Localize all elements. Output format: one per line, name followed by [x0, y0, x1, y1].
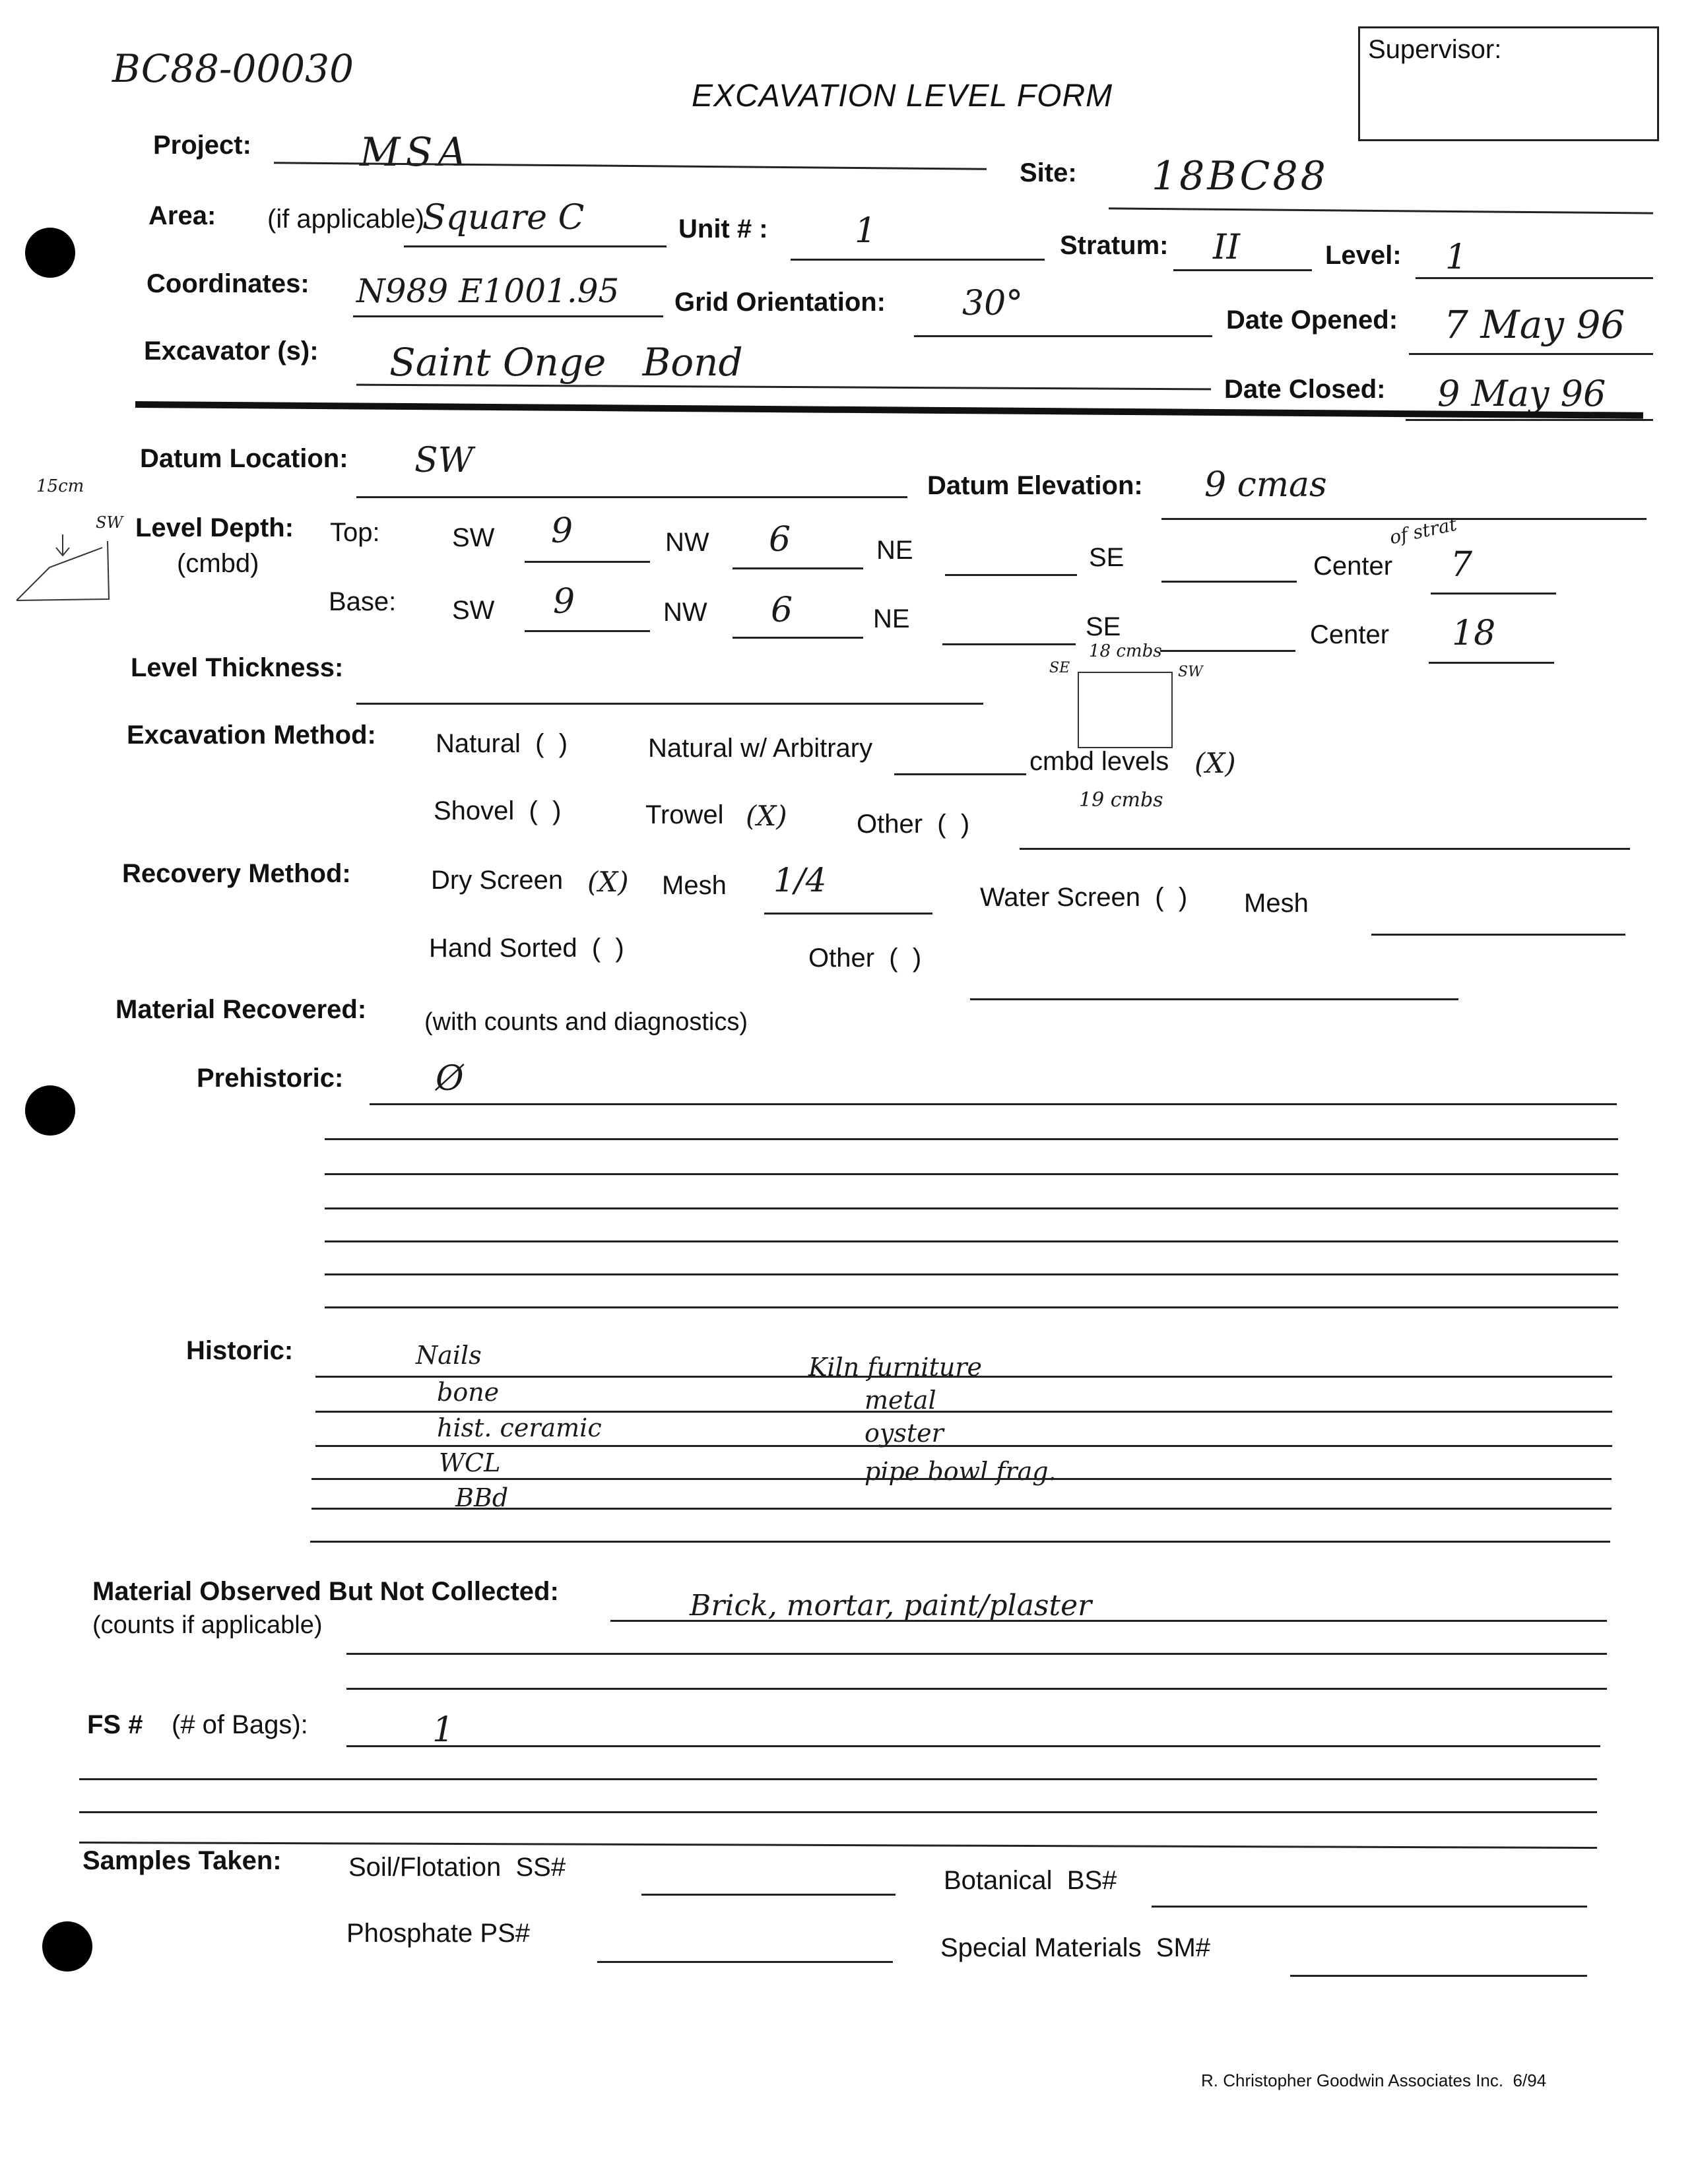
- samples-special-label: Special Materials SM#: [940, 1933, 1211, 1962]
- level-depth-label: Level Depth:: [135, 513, 294, 542]
- historic-right-item[interactable]: metal: [864, 1386, 936, 1415]
- base-ne-label: NE: [873, 604, 910, 633]
- historic-line-3: [315, 1445, 1612, 1447]
- top-sw-line: [525, 561, 650, 563]
- sketch-box: [1078, 672, 1173, 748]
- level-thickness-label: Level Thickness:: [131, 653, 344, 682]
- recovery-other-option[interactable]: Other ( ): [808, 944, 922, 973]
- excavation-natural-option[interactable]: Natural ( ): [436, 729, 568, 758]
- fs-line-4: [79, 1842, 1597, 1849]
- date-closed-line: [1406, 419, 1653, 421]
- level-thickness-line: [356, 703, 983, 705]
- material-observed-line-1: [610, 1620, 1607, 1622]
- recovery-dry-screen-option[interactable]: Dry Screen: [431, 866, 564, 895]
- historic-line-6: [310, 1541, 1610, 1543]
- base-sw-label: SW: [452, 596, 495, 625]
- level-depth-unit: (cmbd): [177, 549, 259, 578]
- punch-hole-bottom: [42, 1921, 92, 1972]
- material-observed-line-3: [346, 1688, 1607, 1690]
- datum-elevation-line: [1161, 518, 1647, 520]
- grid-orientation-label: Grid Orientation:: [674, 288, 886, 317]
- historic-line-4: [311, 1478, 1612, 1480]
- base-se-label: SE: [1086, 612, 1121, 641]
- recovery-water-screen-option[interactable]: Water Screen ( ): [980, 883, 1188, 912]
- prehistoric-line-2: [325, 1138, 1618, 1140]
- site-value[interactable]: 18BC88: [1152, 153, 1328, 199]
- top-center-value[interactable]: 7: [1451, 545, 1473, 585]
- prehistoric-line-5: [325, 1240, 1618, 1242]
- punch-hole-top: [25, 228, 75, 278]
- top-ne-line: [945, 574, 1077, 576]
- historic-right-item[interactable]: pipe bowl frag.: [864, 1457, 1057, 1486]
- footer-credit: R. Christopher Goodwin Associates Inc. 6/94: [1201, 2071, 1547, 2090]
- site-label: Site:: [1020, 158, 1077, 187]
- historic-left-item[interactable]: BBd: [455, 1483, 509, 1512]
- historic-right-item[interactable]: oyster: [864, 1419, 944, 1448]
- punch-hole-middle: [25, 1085, 75, 1136]
- samples-botanical-line[interactable]: [1152, 1906, 1587, 1908]
- excavation-method-label: Excavation Method:: [127, 721, 376, 750]
- excavation-trowel-mark[interactable]: (X): [746, 800, 787, 832]
- base-center-line: [1429, 662, 1554, 664]
- section-divider: [135, 401, 1643, 419]
- top-center-line: [1431, 593, 1556, 594]
- stratum-line: [1173, 269, 1312, 271]
- base-sw-line: [525, 630, 650, 632]
- base-center-value[interactable]: 18: [1452, 614, 1496, 653]
- excavators-label: Excavator (s):: [144, 337, 319, 366]
- base-se-line: [1160, 650, 1295, 652]
- arbitrary-line: [894, 773, 1026, 775]
- recovery-hand-sorted-option[interactable]: Hand Sorted ( ): [429, 934, 624, 963]
- prehistoric-line-3: [325, 1173, 1618, 1175]
- base-ne-line: [942, 643, 1076, 645]
- fs-label: FS #: [87, 1710, 143, 1739]
- site-line: [1109, 207, 1653, 214]
- date-opened-label: Date Opened:: [1226, 305, 1398, 335]
- prehistoric-line-1: [370, 1103, 1617, 1105]
- historic-line-2: [315, 1411, 1612, 1413]
- level-value[interactable]: 1: [1445, 238, 1468, 277]
- material-observed-note: (counts if applicable): [92, 1611, 323, 1639]
- recovery-dry-screen-mark[interactable]: (X): [587, 866, 629, 898]
- excavation-other-option[interactable]: Other ( ): [857, 810, 970, 839]
- date-opened-line: [1409, 353, 1653, 355]
- recovery-mesh2-line: [1371, 934, 1625, 936]
- supervisor-label: Supervisor:: [1368, 35, 1502, 64]
- top-nw-label: NW: [665, 528, 709, 557]
- sketch-sw-label: SW: [1178, 664, 1203, 680]
- project-label: Project:: [153, 131, 251, 160]
- base-nw-line: [733, 637, 863, 639]
- samples-label: Samples Taken:: [82, 1846, 282, 1875]
- prehistoric-line-7: [325, 1306, 1618, 1308]
- historic-left-item[interactable]: WCL: [439, 1448, 501, 1477]
- material-recovered-note: (with counts and diagnostics): [424, 1008, 748, 1036]
- margin-sketch-sw: SW: [96, 513, 123, 532]
- top-sw-value[interactable]: 9: [551, 511, 573, 551]
- samples-special-line[interactable]: [1290, 1975, 1587, 1977]
- prehistoric-line-6: [325, 1273, 1618, 1275]
- fs-line-2: [79, 1778, 1597, 1780]
- supervisor-box[interactable]: [1358, 26, 1659, 141]
- base-nw-label: NW: [663, 598, 707, 627]
- datum-location-line: [356, 496, 907, 498]
- level-line: [1416, 277, 1653, 279]
- margin-note: 15cm: [36, 476, 84, 496]
- coordinates-label: Coordinates:: [147, 269, 310, 298]
- historic-right-item[interactable]: Kiln furniture: [808, 1353, 982, 1382]
- base-sw-value[interactable]: 9: [553, 582, 575, 622]
- samples-botanical-label: Botanical BS#: [944, 1866, 1117, 1895]
- base-label: Base:: [329, 587, 397, 616]
- material-observed-line-2: [346, 1653, 1607, 1655]
- historic-line-5: [311, 1508, 1612, 1510]
- form-title: EXCAVATION LEVEL FORM: [692, 79, 1113, 113]
- center-note: of strat: [1387, 513, 1459, 549]
- excavation-natural-arbitrary-option[interactable]: Natural w/ Arbitrary: [648, 734, 873, 763]
- datum-location-label: Datum Location:: [140, 444, 348, 473]
- top-nw-value[interactable]: 6: [769, 520, 791, 560]
- top-center-label: Center: [1313, 552, 1393, 581]
- recovery-mesh2-label: Mesh: [1244, 889, 1309, 918]
- stratum-label: Stratum:: [1060, 231, 1169, 260]
- historic-left-item[interactable]: Nails: [416, 1341, 482, 1370]
- historic-left-item[interactable]: hist. ceramic: [437, 1413, 602, 1442]
- area-value[interactable]: Square C: [422, 198, 585, 238]
- excavators-line: [356, 384, 1211, 391]
- recovery-mesh-value[interactable]: 1/4: [773, 861, 827, 899]
- top-se-line: [1161, 581, 1297, 583]
- sketch-bottom-note: 19 cmbs: [1079, 788, 1163, 812]
- sketch-se-label: SE: [1049, 660, 1070, 676]
- datum-elevation-value[interactable]: 9 cmas: [1204, 465, 1327, 505]
- excavation-trowel-option[interactable]: Trowel: [645, 800, 724, 829]
- fs-line: [346, 1745, 1600, 1747]
- material-recovered-label: Material Recovered:: [115, 995, 367, 1024]
- unit-line: [791, 259, 1045, 261]
- excavators-value[interactable]: Saint Onge Bond: [389, 340, 743, 385]
- unit-label: Unit # :: [678, 214, 768, 243]
- datum-elevation-label: Datum Elevation:: [927, 471, 1143, 500]
- historic-line-1: [315, 1376, 1612, 1378]
- recovery-mesh-line: [764, 913, 932, 915]
- grid-orientation-value[interactable]: 30°: [962, 284, 1024, 323]
- material-observed-label: Material Observed But Not Collected:: [92, 1577, 559, 1606]
- prehistoric-line-4: [325, 1207, 1618, 1209]
- samples-soil-label: Soil/Flotation SS#: [348, 1853, 566, 1882]
- top-label: Top:: [330, 518, 380, 547]
- base-nw-value[interactable]: 6: [771, 591, 793, 630]
- grid-orientation-line: [914, 335, 1212, 337]
- date-opened-value[interactable]: 7 May 96: [1444, 302, 1625, 347]
- top-ne-label: NE: [876, 536, 913, 565]
- sketch-top-note: 18 cmbs: [1089, 641, 1162, 661]
- top-nw-line: [733, 567, 863, 569]
- material-observed-value[interactable]: Brick, mortar, paint/plaster: [690, 1589, 1092, 1622]
- coordinates-line: [353, 315, 663, 317]
- margin-sketch: [10, 521, 122, 607]
- excavation-cmbd-mark[interactable]: (X): [1194, 747, 1236, 779]
- recovery-mesh-label: Mesh: [662, 871, 727, 900]
- project-value[interactable]: MSA: [360, 129, 472, 176]
- excavation-cmbd-option[interactable]: cmbd levels: [1029, 747, 1169, 776]
- fs-sublabel: (# of Bags):: [172, 1710, 308, 1739]
- date-closed-label: Date Closed:: [1224, 375, 1386, 404]
- document-id: BC88-00030: [112, 46, 354, 91]
- base-center-label: Center: [1310, 620, 1390, 649]
- coordinates-value[interactable]: N989 E1001.95: [356, 272, 620, 310]
- recovery-other-line: [970, 998, 1458, 1000]
- excavation-shovel-option[interactable]: Shovel ( ): [434, 796, 562, 825]
- historic-label: Historic:: [186, 1336, 294, 1365]
- fs-line-3: [79, 1811, 1597, 1813]
- unit-value[interactable]: 1: [855, 211, 877, 251]
- historic-left-item[interactable]: bone: [437, 1378, 500, 1407]
- top-sw-label: SW: [452, 523, 495, 552]
- fs-value[interactable]: 1: [432, 1710, 455, 1750]
- area-label: Area:: [148, 201, 216, 230]
- samples-soil-line[interactable]: [641, 1894, 896, 1896]
- date-closed-value[interactable]: 9 May 96: [1437, 373, 1606, 414]
- prehistoric-label: Prehistoric:: [197, 1064, 344, 1093]
- samples-phosphate-label: Phosphate PS#: [346, 1919, 530, 1948]
- excavation-other-line: [1020, 848, 1630, 850]
- recovery-method-label: Recovery Method:: [122, 859, 351, 888]
- area-sublabel: (if applicable): [267, 205, 424, 234]
- datum-location-value[interactable]: SW: [414, 441, 474, 480]
- prehistoric-value[interactable]: Ø: [436, 1059, 464, 1099]
- area-line: [404, 245, 667, 247]
- samples-phosphate-line[interactable]: [597, 1961, 893, 1963]
- stratum-value[interactable]: II: [1213, 228, 1241, 267]
- top-se-label: SE: [1089, 543, 1125, 572]
- level-label: Level:: [1325, 241, 1402, 270]
